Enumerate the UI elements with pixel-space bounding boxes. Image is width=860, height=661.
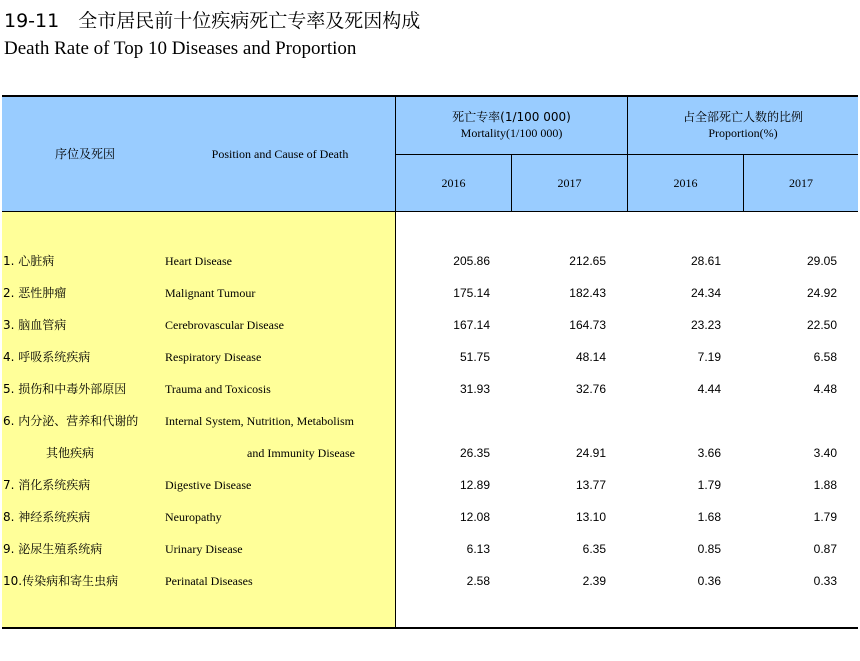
cause-cn: 7. 消化系统疾病 (3, 478, 91, 492)
cause-cn: 1. 心脏病 (3, 254, 55, 268)
cause-en: Cerebrovascular Disease (165, 318, 284, 332)
cause-en: Malignant Tumour (165, 286, 256, 300)
cause-en: Digestive Disease (165, 478, 252, 492)
proportion-2016: 1.68 (697, 510, 721, 524)
header-position-cn-text: 序位及死因 (54, 147, 115, 161)
mortality-2016: 6.13 (466, 542, 490, 556)
proportion-2016: 0.36 (697, 574, 721, 588)
mortality-2017: 6.35 (582, 542, 606, 556)
table-row (0, 309, 860, 341)
cause-cn: 其他疾病 (46, 446, 95, 460)
proportion-2017: 6.58 (813, 350, 837, 364)
mortality-2017: 182.43 (569, 286, 606, 300)
header-mortality-en: Mortality(1/100 000) (460, 126, 563, 140)
table-bottom-rule (2, 627, 858, 629)
mortality-2017 (506, 405, 606, 437)
cause-en: Trauma and Toxicosis (165, 382, 271, 396)
mortality-2016: 167.14 (453, 318, 490, 332)
mortality-2016 (390, 405, 490, 437)
header-year-mortality-2017: 2017 (557, 176, 582, 190)
proportion-2017: 4.48 (813, 382, 837, 396)
header-position-en: Position and Cause of Death (211, 147, 349, 161)
cause-cn: 9. 泌尿生殖系统病 (3, 542, 103, 556)
mortality-2017: 13.10 (575, 510, 606, 524)
mortality-2016: 31.93 (459, 382, 490, 396)
mortality-2016: 12.89 (459, 478, 490, 492)
mortality-2016: 51.75 (459, 350, 490, 364)
proportion-2017: 1.88 (813, 478, 837, 492)
mortality-2017: 24.91 (575, 446, 606, 460)
mortality-2017: 32.76 (575, 382, 606, 396)
cause-en: Neuropathy (165, 510, 222, 524)
proportion-2016: 28.61 (690, 254, 721, 268)
table-row (0, 565, 860, 597)
proportion-2016: 7.19 (697, 350, 721, 364)
proportion-2017: 29.05 (806, 254, 837, 268)
proportion-2016: 4.44 (697, 382, 721, 396)
table-row (0, 245, 860, 277)
table-row (0, 373, 860, 405)
header-proportion-cn: 占全部死亡人数的比例 (682, 110, 803, 124)
table-top-rule (2, 95, 858, 97)
proportion-2016: 23.23 (690, 318, 721, 332)
cause-cn: 10.传染病和寄生虫病 (3, 574, 119, 588)
proportion-2016: 24.34 (690, 286, 721, 300)
proportion-2017: 0.33 (813, 574, 837, 588)
table-row (0, 277, 860, 309)
mortality-2017: 13.77 (575, 478, 606, 492)
proportion-2016 (621, 405, 721, 437)
proportion-2017 (737, 405, 837, 437)
proportion-2016: 0.85 (697, 542, 721, 556)
header-position-cn (30, 146, 140, 162)
table-row (0, 501, 860, 533)
cause-cn: 2. 恶性肿瘤 (3, 286, 67, 300)
table-row (0, 405, 860, 437)
cause-en: Respiratory Disease (165, 350, 262, 364)
mortality-2017: 2.39 (582, 574, 606, 588)
mortality-2017: 212.65 (569, 254, 606, 268)
table-row (0, 341, 860, 373)
header-bottom-rule (2, 211, 858, 212)
header-mortality (396, 109, 627, 141)
cause-cn: 8. 神经系统疾病 (3, 510, 91, 524)
header-proportion (628, 109, 858, 141)
header-year-mortality-2016: 2016 (441, 176, 466, 190)
header-proportion-en: Proportion(%) (708, 126, 778, 140)
table-row (0, 437, 860, 469)
cause-cn: 4. 呼吸系统疾病 (3, 350, 91, 364)
cause-en: Heart Disease (165, 254, 232, 268)
cause-en: and Immunity Disease (247, 446, 355, 460)
cause-en: Internal System, Nutrition, Metabolism (165, 414, 354, 428)
page-title-cn: 19-11 全市居民前十位疾病死亡专率及死因构成 (4, 10, 421, 32)
proportion-2017: 22.50 (806, 318, 837, 332)
mortality-2016: 175.14 (453, 286, 490, 300)
mortality-2016: 26.35 (459, 446, 490, 460)
proportion-2016: 3.66 (697, 446, 721, 460)
cause-en: Urinary Disease (165, 542, 243, 556)
proportion-2017: 0.87 (813, 542, 837, 556)
header-year-proportion-2016: 2016 (673, 176, 698, 190)
page-title-en: Death Rate of Top 10 Diseases and Proportion (4, 38, 357, 59)
cause-cn: 3. 脑血管病 (3, 318, 67, 332)
table-row (0, 533, 860, 565)
mortality-2016: 2.58 (466, 574, 490, 588)
proportion-2017: 24.92 (806, 286, 837, 300)
proportion-2017: 1.79 (813, 510, 837, 524)
header-mortality-cn: 死亡专率(1/100 000) (452, 110, 571, 124)
cause-cn: 6. 内分泌、营养和代谢的 (3, 414, 139, 428)
mortality-2017: 164.73 (569, 318, 606, 332)
mortality-2016: 12.08 (459, 510, 490, 524)
cause-cn: 5. 损伤和中毒外部原因 (3, 382, 127, 396)
mortality-2016: 205.86 (453, 254, 490, 268)
mortality-2017: 48.14 (575, 350, 606, 364)
table-row (0, 469, 860, 501)
cause-en: Perinatal Diseases (165, 574, 253, 588)
proportion-2016: 1.79 (697, 478, 721, 492)
header-year-proportion-2017: 2017 (789, 176, 813, 190)
proportion-2017: 3.40 (813, 446, 837, 460)
